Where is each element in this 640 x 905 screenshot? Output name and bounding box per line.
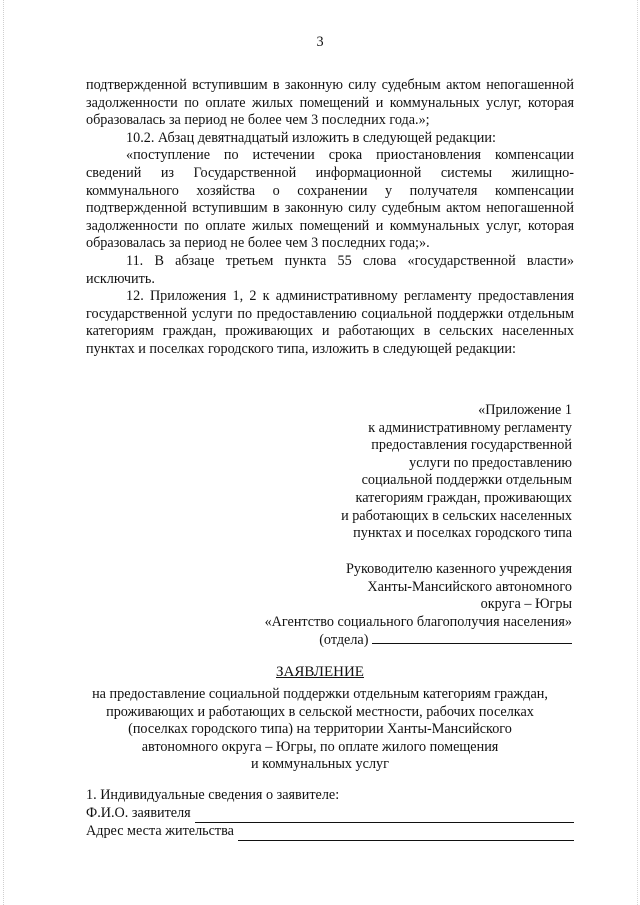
appendix-header-line: предоставления государственной — [371, 437, 572, 454]
applicant-name-field[interactable] — [195, 809, 574, 823]
applicant-name-row — [86, 805, 574, 823]
subtitle-line: на предоставление социальной поддержки отдельным категориям граждан, — [92, 686, 548, 702]
department-label: (отдела) — [319, 632, 369, 649]
scan-edge-right — [635, 0, 638, 905]
scan-edge-left — [3, 0, 6, 905]
page-number: 3 — [316, 34, 324, 50]
addressee-line: «Агентство социального благополучия населения» — [264, 613, 572, 630]
residence-address-field[interactable] — [238, 827, 574, 841]
residence-address-label: Адрес места жительства — [86, 823, 234, 840]
addressee-block — [265, 561, 572, 650]
paragraph-11: 11. В абзаце третьем пункта 55 слова «государственной власти» исключить. — [86, 252, 574, 287]
body-text — [86, 77, 574, 359]
applicant-form — [86, 787, 574, 841]
form-title: ЗАЯВЛЕНИЕ — [276, 664, 364, 680]
appendix-header — [341, 402, 572, 543]
paragraph-quoted-edit: «поступление по истечении срока приостановления компенсации сведений из Государственной информационной системы жилищно-коммунального хозяйства о сохранении у получателя компенсации подтвержденной вступившим в законную силу судебным актом непогашенной задолженности по оплате жилых помещений и коммунальных услуг, которая образовалась за период не более чем 3 последних года;». — [86, 147, 574, 252]
appendix-header-line: и работающих в сельских населенных — [341, 507, 572, 524]
section-heading-text: 1. Индивидуальные сведения о заявителе: — [86, 787, 340, 804]
appendix-header-line: услуги по предоставлению — [409, 454, 572, 471]
paragraph-10-2: 10.2. Абзац девятнадцатый изложить в следующей редакции: — [126, 129, 496, 146]
addressee-line: Ханты-Мансийского автономного — [367, 578, 572, 595]
applicant-name-label: Ф.И.О. заявителя — [86, 805, 191, 822]
appendix-header-line: социальной поддержки отдельным — [361, 472, 572, 489]
section-heading — [86, 787, 574, 805]
subtitle-line: (поселках городского типа) на территории Ханты-Мансийского — [128, 721, 512, 738]
addressee-line: округа – Югры — [480, 596, 572, 613]
appendix-header-line: к административному регламенту — [368, 419, 572, 436]
appendix-header-line: категориям граждан, проживающих — [355, 489, 572, 506]
appendix-header-line: «Приложение 1 — [478, 402, 572, 418]
paragraph-12: 12. Приложения 1, 2 к административному регламенту предоставления государственной услуги по предоставлению социальной поддержки отдельным категориям граждан, проживающих и работающих в сельских населенных пунктах и поселках городского типа, изложить в следующей редакции: — [86, 288, 574, 357]
subtitle-line: и коммунальных услуг — [251, 756, 389, 773]
appendix-header-line: пунктах и поселках городского типа — [353, 525, 572, 542]
department-blank-line[interactable] — [372, 631, 572, 644]
department-row — [265, 631, 572, 650]
residence-address-row — [86, 823, 574, 841]
paragraph-continuation: подтвержденной вступившим в законную силу судебным актом непогашенной задолженности по оплате жилых помещений и коммунальных услуг, которая образовалась за период не более чем 3 последних года.»; — [86, 77, 574, 129]
addressee-line: Руководителю казенного учреждения — [346, 561, 572, 577]
form-subtitle — [70, 686, 570, 774]
subtitle-line: автономного округа – Югры, по оплате жилого помещения — [141, 738, 499, 755]
subtitle-line: проживающих и работающих в сельской местности, рабочих поселках — [106, 703, 534, 720]
